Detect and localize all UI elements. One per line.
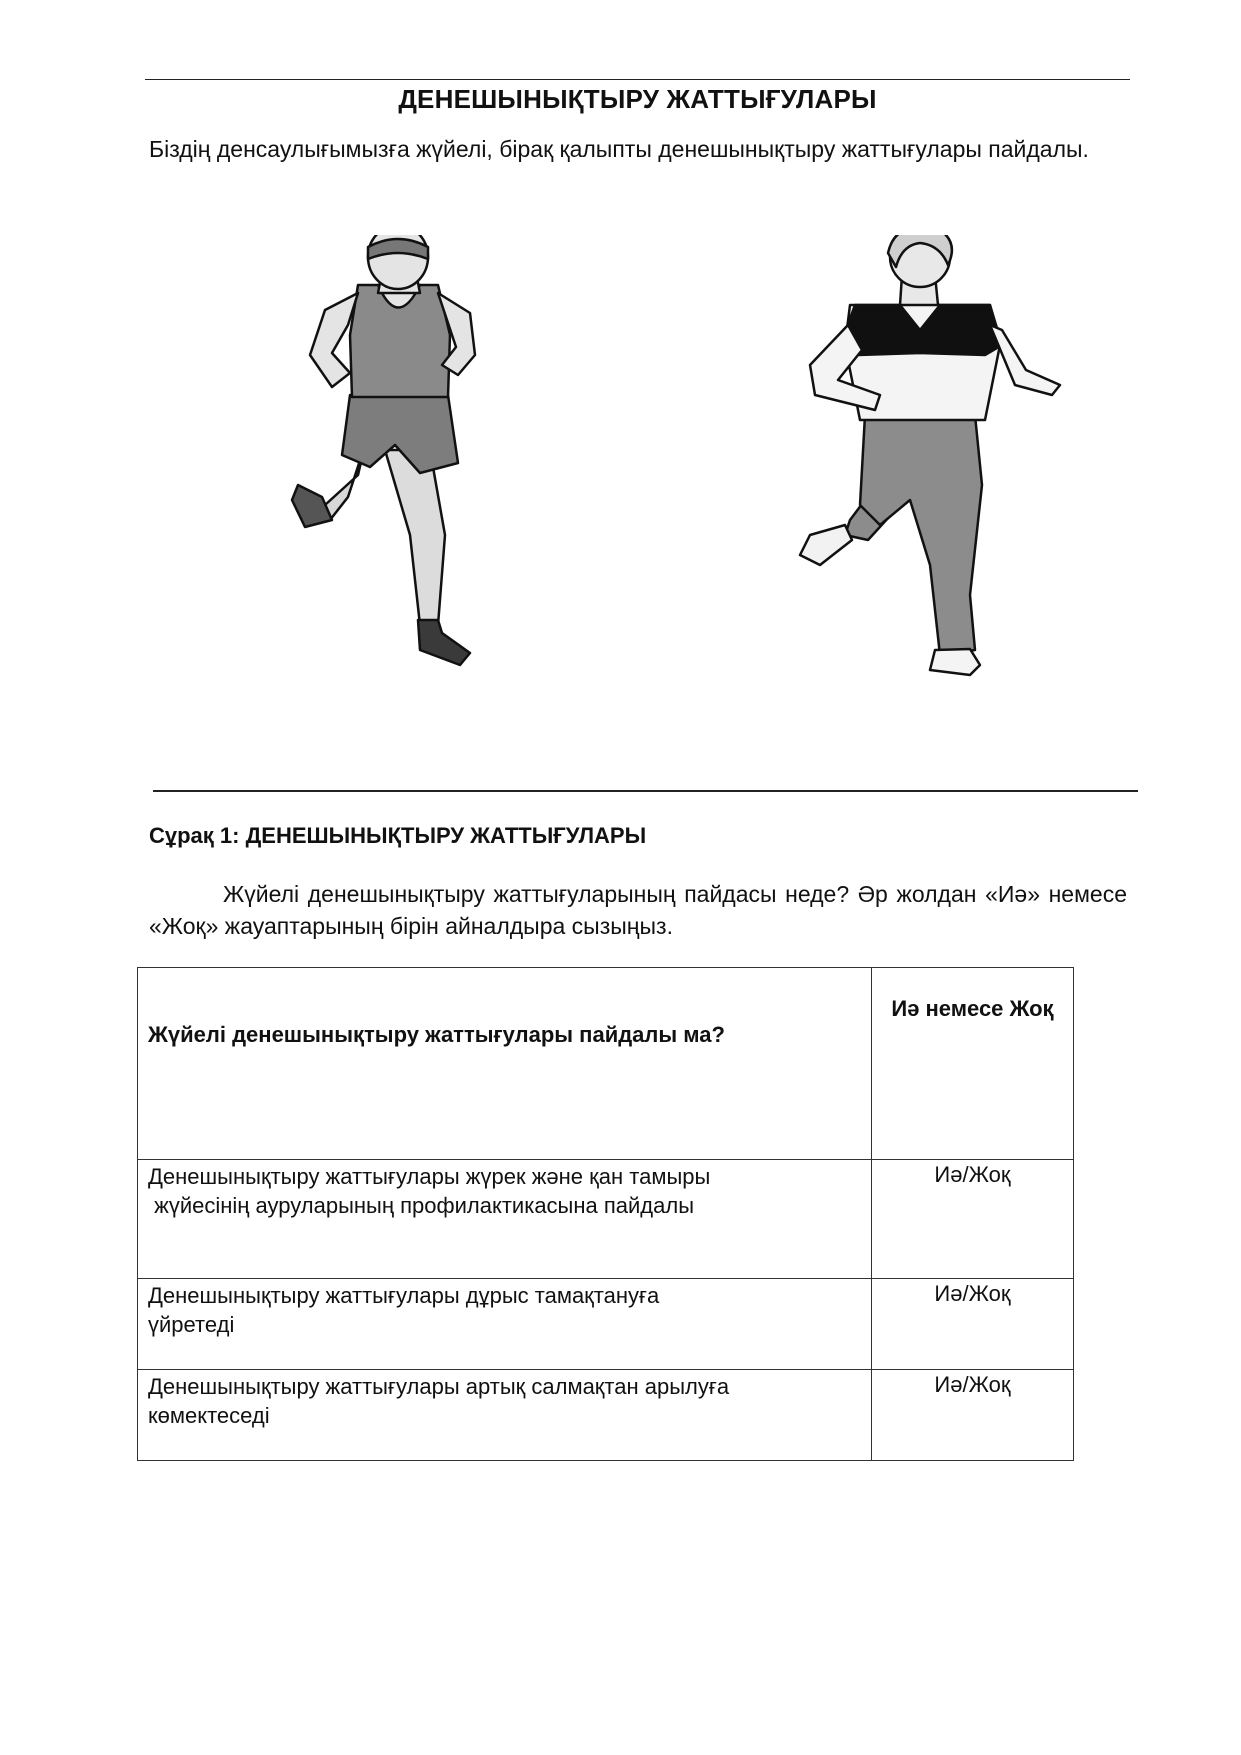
header-question-cell: Жүйелі денешынықтыру жаттығулары пайдалы ма? [138, 968, 872, 1160]
statement-cell [138, 1370, 872, 1461]
yes-no-choice[interactable]: Иә/Жоқ [871, 1160, 1073, 1279]
question-heading: Сұрақ 1: ДЕНЕШЫНЫҚТЫРУ ЖАТТЫҒУЛАРЫ [149, 823, 647, 848]
statement-line: үйретеді [148, 1312, 235, 1337]
statement-line: жүйесінің ауруларының профилактикасына пайдалы [148, 1193, 695, 1218]
table-row [138, 1279, 1074, 1370]
section-divider [153, 790, 1138, 792]
statement-line: Денешынықтыру жаттығулары дұрыс тамақтануға [148, 1283, 660, 1308]
top-rule [145, 79, 1130, 80]
table-header-row [138, 968, 1074, 1160]
page-title: ДЕНЕШЫНЫҚТЫРУ ЖАТТЫҒУЛАРЫ [398, 84, 877, 114]
running-man-illustration [270, 235, 540, 735]
statement-line: Денешынықтыру жаттығулары жүрек және қан тамыры [148, 1164, 711, 1189]
yes-no-choice[interactable]: Иә/Жоқ [871, 1279, 1073, 1370]
intro-paragraph: Біздің денсаулығымызға жүйелі, бірақ қалыпты денешынықтыру жаттығулары пайдалы. [149, 136, 1089, 162]
header-answer-cell: Иә немесе Жоқ [871, 968, 1073, 1160]
statement-line: Денешынықтыру жаттығулары артық салмақтан арылуға [148, 1374, 730, 1399]
statement-cell [138, 1160, 872, 1279]
running-woman-illustration [770, 235, 1070, 735]
table-row [138, 1160, 1074, 1279]
question-instructions: Жүйелі денешынықтыру жаттығуларының пайдасы неде? Әр жолдан «Иә» немесе «Жоқ» жауаптарының бірін айналдыра сызыңыз. [149, 881, 1127, 939]
answer-table [137, 967, 1074, 1461]
yes-no-choice[interactable]: Иә/Жоқ [871, 1370, 1073, 1461]
table-row [138, 1370, 1074, 1461]
statement-line: көмектеседі [148, 1403, 270, 1428]
statement-cell [138, 1279, 872, 1370]
